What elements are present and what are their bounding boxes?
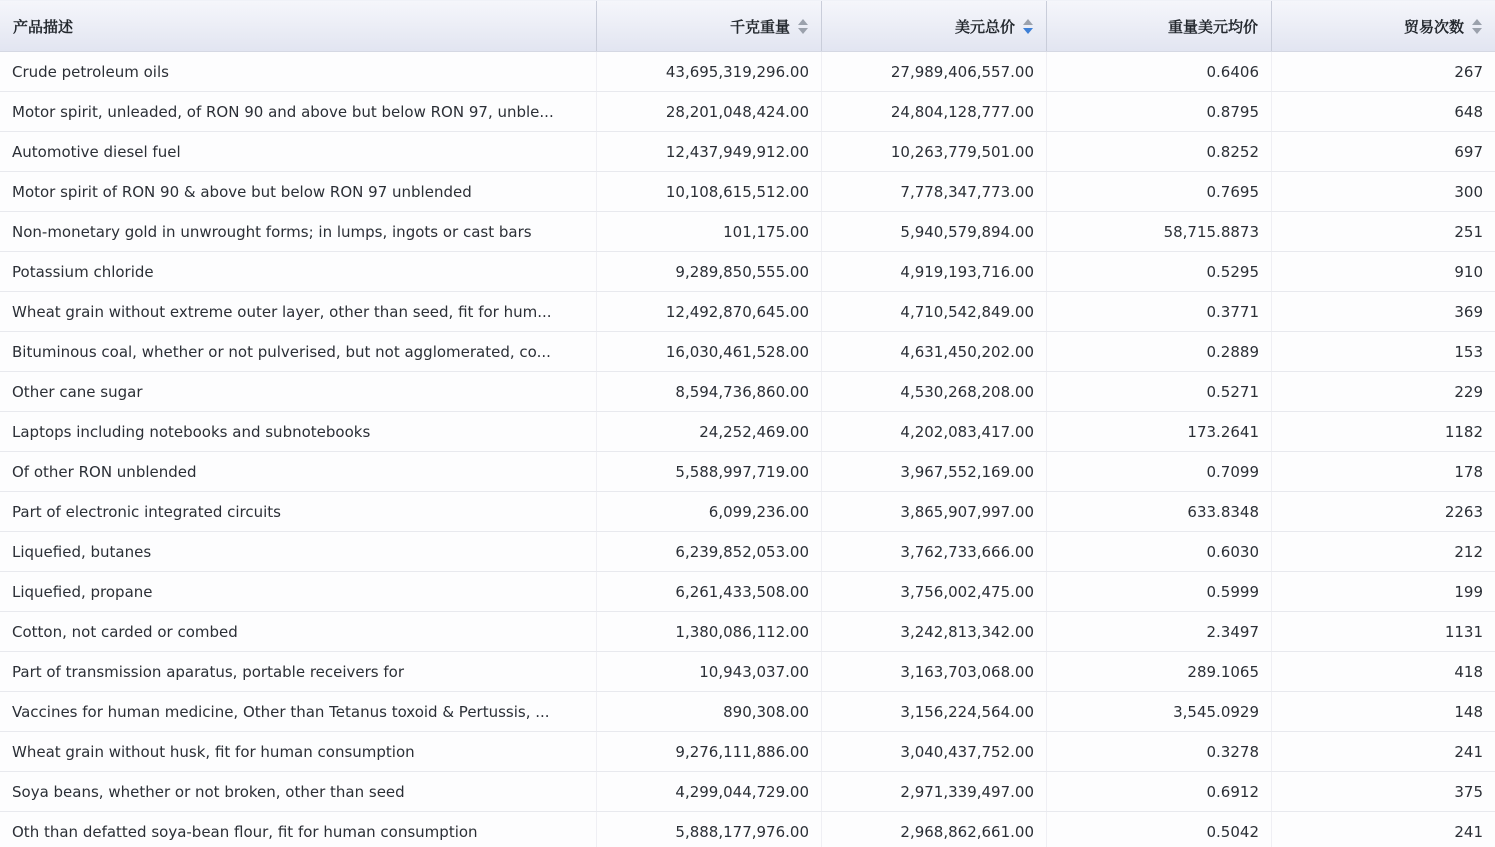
cell-kg-weight: 5,588,997,719.00 — [596, 452, 821, 491]
header-cell-avg-usd-per-kg — [1046, 1, 1271, 51]
cell-trade-count: 251 — [1271, 212, 1495, 251]
header-cell-trade-count[interactable] — [1271, 1, 1495, 51]
table-header-row — [0, 0, 1495, 52]
cell-product-description: Part of electronic integrated circuits — [12, 502, 281, 521]
cell-product-description: Vaccines for human medicine, Other than Tetanus toxoid & Pertussis, ... — [12, 702, 550, 721]
cell-avg-usd-per-kg: 0.6912 — [1046, 772, 1271, 811]
table-row — [0, 612, 1495, 652]
cell-avg-usd-per-kg: 0.5042 — [1046, 812, 1271, 847]
cell-trade-count: 148 — [1271, 692, 1495, 731]
cell-usd-total: 4,530,268,208.00 — [821, 372, 1046, 411]
table-body — [0, 52, 1495, 847]
cell-kg-weight: 101,175.00 — [596, 212, 821, 251]
sort-down-icon — [1023, 28, 1033, 34]
cell-avg-usd-per-kg: 0.8252 — [1046, 132, 1271, 171]
cell-kg-weight: 1,380,086,112.00 — [596, 612, 821, 651]
table-row — [0, 412, 1495, 452]
cell-product-description: Crude petroleum oils — [12, 62, 169, 81]
cell-usd-total: 4,710,542,849.00 — [821, 292, 1046, 331]
table-row — [0, 652, 1495, 692]
cell-usd-total: 27,989,406,557.00 — [821, 52, 1046, 91]
header-cell-usd-total[interactable] — [821, 1, 1046, 51]
sort-icon-usd-total[interactable] — [1023, 19, 1033, 34]
cell-trade-count: 199 — [1271, 572, 1495, 611]
cell-trade-count: 241 — [1271, 732, 1495, 771]
sort-icon-kg-weight[interactable] — [798, 19, 808, 34]
table-row — [0, 212, 1495, 252]
cell-kg-weight: 10,943,037.00 — [596, 652, 821, 691]
cell-product-description: Other cane sugar — [12, 382, 143, 401]
header-label-usd-total: 美元总价 — [954, 17, 1015, 36]
cell-usd-total: 3,163,703,068.00 — [821, 652, 1046, 691]
cell-trade-count: 153 — [1271, 332, 1495, 371]
table-row — [0, 372, 1495, 412]
cell-avg-usd-per-kg: 0.8795 — [1046, 92, 1271, 131]
cell-kg-weight: 5,888,177,976.00 — [596, 812, 821, 847]
cell-kg-weight: 12,437,949,912.00 — [596, 132, 821, 171]
cell-trade-count: 1131 — [1271, 612, 1495, 651]
cell-avg-usd-per-kg: 0.6030 — [1046, 532, 1271, 571]
cell-trade-count: 648 — [1271, 92, 1495, 131]
cell-product-description: Liquefied, propane — [12, 582, 153, 601]
cell-kg-weight: 9,289,850,555.00 — [596, 252, 821, 291]
table-row — [0, 52, 1495, 92]
cell-kg-weight: 4,299,044,729.00 — [596, 772, 821, 811]
cell-product-description: Potassium chloride — [12, 262, 154, 281]
cell-avg-usd-per-kg: 633.8348 — [1046, 492, 1271, 531]
cell-kg-weight: 10,108,615,512.00 — [596, 172, 821, 211]
cell-trade-count: 1182 — [1271, 412, 1495, 451]
cell-avg-usd-per-kg: 0.5295 — [1046, 252, 1271, 291]
cell-usd-total: 4,202,083,417.00 — [821, 412, 1046, 451]
cell-trade-count: 178 — [1271, 452, 1495, 491]
cell-usd-total: 2,971,339,497.00 — [821, 772, 1046, 811]
table-row — [0, 252, 1495, 292]
table-row — [0, 452, 1495, 492]
cell-product-description: Cotton, not carded or combed — [12, 622, 238, 641]
cell-avg-usd-per-kg: 289.1065 — [1046, 652, 1271, 691]
cell-usd-total: 3,242,813,342.00 — [821, 612, 1046, 651]
table-row — [0, 92, 1495, 132]
cell-usd-total: 3,040,437,752.00 — [821, 732, 1046, 771]
cell-trade-count: 300 — [1271, 172, 1495, 211]
table-row — [0, 772, 1495, 812]
cell-avg-usd-per-kg: 3,545.0929 — [1046, 692, 1271, 731]
table-row — [0, 332, 1495, 372]
cell-usd-total: 3,756,002,475.00 — [821, 572, 1046, 611]
cell-trade-count: 267 — [1271, 52, 1495, 91]
cell-usd-total: 10,263,779,501.00 — [821, 132, 1046, 171]
cell-kg-weight: 6,239,852,053.00 — [596, 532, 821, 571]
cell-product-description: Of other RON unblended — [12, 462, 197, 481]
cell-trade-count: 375 — [1271, 772, 1495, 811]
cell-kg-weight: 28,201,048,424.00 — [596, 92, 821, 131]
header-label-trade-count: 贸易次数 — [1403, 17, 1464, 36]
cell-product-description: Non-monetary gold in unwrought forms; in lumps, ingots or cast bars — [12, 222, 532, 241]
sort-down-icon — [1472, 28, 1482, 34]
cell-product-description: Wheat grain without extreme outer layer, other than seed, fit for hum... — [12, 302, 552, 321]
cell-avg-usd-per-kg: 0.6406 — [1046, 52, 1271, 91]
table-row — [0, 692, 1495, 732]
sort-down-icon — [798, 28, 808, 34]
table-row — [0, 292, 1495, 332]
cell-usd-total: 4,919,193,716.00 — [821, 252, 1046, 291]
table-row — [0, 492, 1495, 532]
cell-trade-count: 229 — [1271, 372, 1495, 411]
cell-product-description: Part of transmission aparatus, portable receivers for — [12, 662, 405, 681]
header-label-kg-weight: 千克重量 — [729, 17, 790, 36]
cell-avg-usd-per-kg: 0.3278 — [1046, 732, 1271, 771]
table-row — [0, 812, 1495, 847]
cell-trade-count: 241 — [1271, 812, 1495, 847]
cell-usd-total: 4,631,450,202.00 — [821, 332, 1046, 371]
table-row — [0, 132, 1495, 172]
cell-trade-count: 212 — [1271, 532, 1495, 571]
table-row — [0, 532, 1495, 572]
cell-usd-total: 5,940,579,894.00 — [821, 212, 1046, 251]
cell-product-description: Bituminous coal, whether or not pulverised, but not agglomerated, co... — [12, 342, 551, 361]
cell-avg-usd-per-kg: 0.5271 — [1046, 372, 1271, 411]
cell-product-description: Wheat grain without husk, fit for human consumption — [12, 742, 415, 761]
cell-usd-total: 24,804,128,777.00 — [821, 92, 1046, 131]
cell-kg-weight: 43,695,319,296.00 — [596, 52, 821, 91]
header-cell-product-description — [0, 1, 596, 51]
cell-kg-weight: 16,030,461,528.00 — [596, 332, 821, 371]
cell-trade-count: 418 — [1271, 652, 1495, 691]
cell-trade-count: 369 — [1271, 292, 1495, 331]
cell-avg-usd-per-kg: 0.2889 — [1046, 332, 1271, 371]
cell-kg-weight: 6,261,433,508.00 — [596, 572, 821, 611]
cell-product-description: Laptops including notebooks and subnotebooks — [12, 422, 371, 441]
cell-avg-usd-per-kg: 0.7099 — [1046, 452, 1271, 491]
table-row — [0, 172, 1495, 212]
cell-trade-count: 2263 — [1271, 492, 1495, 531]
sort-up-icon — [1472, 19, 1482, 25]
header-cell-kg-weight[interactable] — [596, 1, 821, 51]
cell-kg-weight: 6,099,236.00 — [596, 492, 821, 531]
cell-product-description: Motor spirit, unleaded, of RON 90 and above but below RON 97, unble... — [12, 102, 554, 121]
cell-avg-usd-per-kg: 0.3771 — [1046, 292, 1271, 331]
cell-avg-usd-per-kg: 0.5999 — [1046, 572, 1271, 611]
cell-trade-count: 697 — [1271, 132, 1495, 171]
cell-kg-weight: 890,308.00 — [596, 692, 821, 731]
cell-product-description: Automotive diesel fuel — [12, 142, 181, 161]
cell-kg-weight: 9,276,111,886.00 — [596, 732, 821, 771]
cell-usd-total: 3,762,733,666.00 — [821, 532, 1046, 571]
cell-usd-total: 3,967,552,169.00 — [821, 452, 1046, 491]
header-label-avg-usd-per-kg: 重量美元均价 — [1167, 17, 1258, 36]
sort-icon-trade-count[interactable] — [1472, 19, 1482, 34]
cell-usd-total: 3,156,224,564.00 — [821, 692, 1046, 731]
sort-up-icon — [798, 19, 808, 25]
cell-product-description: Motor spirit of RON 90 & above but below RON 97 unblended — [12, 182, 472, 201]
cell-avg-usd-per-kg: 58,715.8873 — [1046, 212, 1271, 251]
sort-up-icon — [1023, 19, 1033, 25]
cell-usd-total: 2,968,862,661.00 — [821, 812, 1046, 847]
cell-avg-usd-per-kg: 173.2641 — [1046, 412, 1271, 451]
cell-kg-weight: 12,492,870,645.00 — [596, 292, 821, 331]
cell-kg-weight: 8,594,736,860.00 — [596, 372, 821, 411]
cell-avg-usd-per-kg: 2.3497 — [1046, 612, 1271, 651]
cell-usd-total: 3,865,907,997.00 — [821, 492, 1046, 531]
cell-product-description: Oth than defatted soya-bean flour, fit for human consumption — [12, 822, 478, 841]
table-row — [0, 572, 1495, 612]
cell-product-description: Liquefied, butanes — [12, 542, 152, 561]
table-row — [0, 732, 1495, 772]
cell-product-description: Soya beans, whether or not broken, other than seed — [12, 782, 405, 801]
cell-usd-total: 7,778,347,773.00 — [821, 172, 1046, 211]
cell-kg-weight: 24,252,469.00 — [596, 412, 821, 451]
header-label-product-description: 产品描述 — [13, 17, 74, 36]
cell-trade-count: 910 — [1271, 252, 1495, 291]
cell-avg-usd-per-kg: 0.7695 — [1046, 172, 1271, 211]
